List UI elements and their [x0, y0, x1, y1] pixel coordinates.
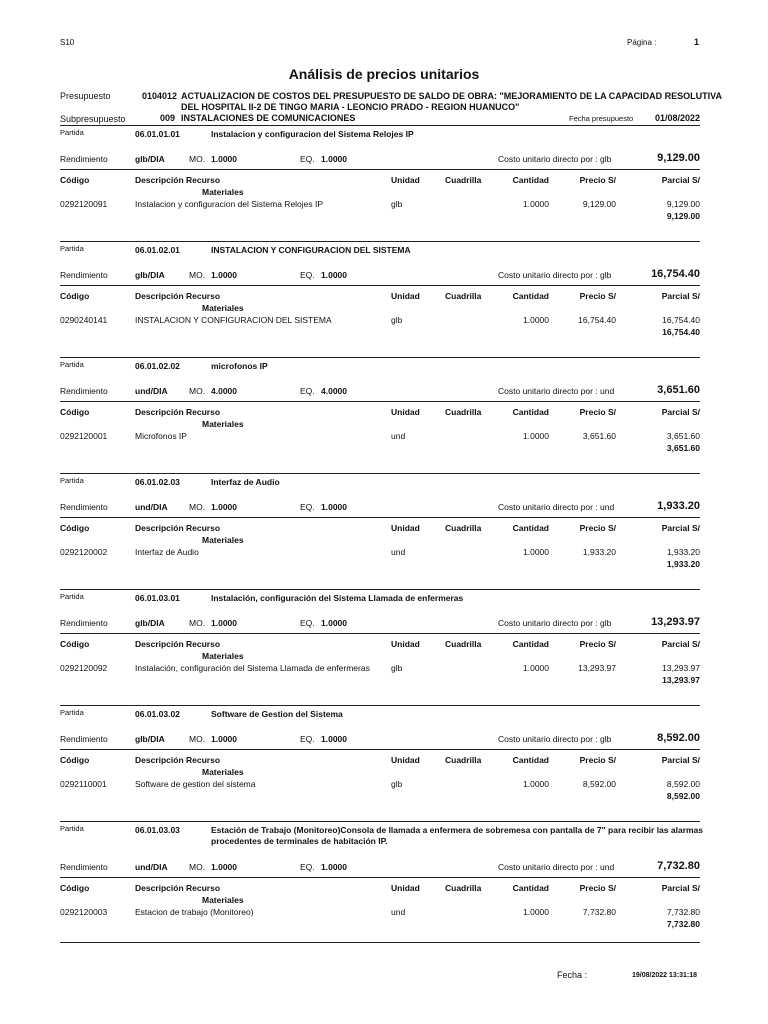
col-parcial: Parcial S/ [661, 175, 700, 185]
partida-label: Partida [60, 244, 84, 253]
page-title: Análisis de precios unitarios [288, 66, 480, 82]
col-unidad: Unidad [391, 755, 420, 765]
separator [60, 285, 700, 286]
col-cuadrilla: Cuadrilla [445, 175, 482, 185]
partida-title: Estación de Trabajo (Monitoreo)Consola de llamada a enfermera de sobremesa con pantalla de 7" para recibir las alarmas [211, 825, 704, 835]
materiales-heading: Materiales [202, 767, 244, 777]
separator [60, 125, 700, 126]
fecha-presupuesto-label: Fecha presupuesto [569, 114, 634, 123]
col-parcial: Parcial S/ [661, 291, 700, 301]
item-parcial: 3,651.60 [666, 431, 700, 441]
eq-label: EQ. [300, 862, 315, 872]
partida-label: Partida [60, 592, 84, 601]
partida-label: Partida [60, 476, 84, 485]
item-price: 7,732.80 [582, 907, 616, 917]
rendimiento-label: Rendimiento [60, 618, 108, 628]
item-desc: Estacion de trabajo (Monitoreo) [135, 907, 254, 917]
col-codigo: Código [60, 523, 90, 533]
partida-code: 06.01.03.03 [135, 825, 180, 835]
col-cuadrilla: Cuadrilla [445, 291, 482, 301]
presupuesto-label: Presupuesto [60, 91, 111, 101]
subpresupuesto-label: Subpresupuesto [60, 114, 126, 124]
item-desc: Interfaz de Audio [135, 547, 199, 557]
costo-label: Costo unitario directo por : glb [498, 154, 612, 164]
col-unidad: Unidad [391, 175, 420, 185]
item-qty: 1.0000 [523, 315, 549, 325]
rendimiento-label: Rendimiento [60, 270, 108, 280]
item-price: 13,293.97 [578, 663, 616, 673]
item-price: 8,592.00 [582, 779, 616, 789]
col-codigo: Código [60, 291, 90, 301]
eq-label: EQ. [300, 154, 315, 164]
page-label: Página : [627, 38, 657, 47]
col-cantidad: Cantidad [512, 883, 549, 893]
partida-subtotal: 1,933.20 [666, 559, 700, 569]
col-cuadrilla: Cuadrilla [445, 523, 482, 533]
partida-title-line2: procedentes de terminales de habitación IP. [211, 836, 388, 846]
mo-label: MO. [189, 618, 206, 628]
eq-value: 1.0000 [321, 270, 347, 280]
costo-label: Costo unitario directo por : und [498, 862, 615, 872]
item-code: 0290240141 [60, 315, 108, 325]
partida-subtotal: 3,651.60 [666, 443, 700, 453]
separator [60, 633, 700, 634]
footer-fecha-label: Fecha : [557, 970, 588, 980]
partida-subtotal: 13,293.97 [662, 675, 700, 685]
eq-value: 1.0000 [321, 862, 347, 872]
fecha-presupuesto: 01/08/2022 [655, 113, 701, 123]
partida-label: Partida [60, 360, 84, 369]
partida-subtotal: 7,732.80 [666, 919, 700, 929]
costo-value: 16,754.40 [651, 268, 700, 280]
mo-value: 1.0000 [211, 618, 237, 628]
item-parcial: 8,592.00 [666, 779, 700, 789]
item-qty: 1.0000 [523, 547, 549, 557]
col-cantidad: Cantidad [512, 175, 549, 185]
item-price: 9,129.00 [582, 199, 616, 209]
mo-label: MO. [189, 154, 206, 164]
col-codigo: Código [60, 407, 90, 417]
mo-label: MO. [189, 386, 206, 396]
col-cantidad: Cantidad [512, 291, 549, 301]
partida-code: 06.01.02.01 [135, 245, 180, 255]
costo-value: 8,592.00 [657, 732, 700, 744]
costo-value: 1,933.20 [657, 500, 700, 512]
subpresupuesto-code: 009 [160, 113, 176, 123]
item-qty: 1.0000 [523, 199, 549, 209]
col-parcial: Parcial S/ [661, 755, 700, 765]
eq-value: 1.0000 [321, 734, 347, 744]
rendimiento-unit: glb/DIA [135, 734, 165, 744]
col-cuadrilla: Cuadrilla [445, 755, 482, 765]
partida-title: microfonos IP [211, 361, 268, 371]
col-precio: Precio S/ [579, 883, 616, 893]
item-unit: glb [391, 779, 403, 789]
report-code: S10 [60, 38, 75, 47]
item-unit: und [391, 431, 406, 441]
costo-value: 9,129.00 [657, 152, 700, 164]
separator [60, 169, 700, 170]
materiales-heading: Materiales [202, 895, 244, 905]
partida-code: 06.01.02.03 [135, 477, 180, 487]
col-precio: Precio S/ [579, 407, 616, 417]
col-unidad: Unidad [391, 407, 420, 417]
footer-fecha: 19/08/2022 13:31:18 [632, 972, 697, 979]
costo-label: Costo unitario directo por : glb [498, 734, 612, 744]
item-price: 16,754.40 [578, 315, 616, 325]
col-cantidad: Cantidad [512, 523, 549, 533]
col-descripcion: Descripción Recurso [135, 639, 221, 649]
separator [60, 401, 700, 402]
item-desc: INSTALACION Y CONFIGURACION DEL SISTEMA [135, 315, 332, 325]
item-code: 0292120003 [60, 907, 108, 917]
col-cuadrilla: Cuadrilla [445, 883, 482, 893]
costo-value: 7,732.80 [657, 860, 700, 872]
mo-value: 1.0000 [211, 502, 237, 512]
col-cuadrilla: Cuadrilla [445, 639, 482, 649]
partida-subtotal: 9,129.00 [666, 211, 700, 221]
item-code: 0292120002 [60, 547, 108, 557]
col-descripcion: Descripción Recurso [135, 523, 221, 533]
partida-title: Interfaz de Audio [211, 477, 280, 487]
item-price: 1,933.20 [582, 547, 616, 557]
col-unidad: Unidad [391, 639, 420, 649]
partida-title: INSTALACION Y CONFIGURACION DEL SISTEMA [211, 245, 411, 255]
materiales-heading: Materiales [202, 303, 244, 313]
mo-label: MO. [189, 734, 206, 744]
item-qty: 1.0000 [523, 663, 549, 673]
mo-value: 1.0000 [211, 734, 237, 744]
item-code: 0292120091 [60, 199, 108, 209]
rendimiento-label: Rendimiento [60, 502, 108, 512]
col-precio: Precio S/ [579, 175, 616, 185]
col-descripcion: Descripción Recurso [135, 291, 221, 301]
rendimiento-unit: glb/DIA [135, 618, 165, 628]
item-desc: Instalación, configuración del Sistema Llamada de enfermeras [135, 663, 370, 673]
item-unit: und [391, 907, 406, 917]
partida-code: 06.01.03.01 [135, 593, 180, 603]
col-parcial: Parcial S/ [661, 639, 700, 649]
col-codigo: Código [60, 755, 90, 765]
partida-code: 06.01.02.02 [135, 361, 180, 371]
item-qty: 1.0000 [523, 907, 549, 917]
mo-value: 1.0000 [211, 862, 237, 872]
final-separator [60, 942, 700, 943]
item-code: 0292110001 [60, 779, 107, 789]
eq-value: 1.0000 [321, 618, 347, 628]
item-qty: 1.0000 [523, 431, 549, 441]
rendimiento-unit: und/DIA [135, 502, 168, 512]
partida-code: 06.01.03.02 [135, 709, 180, 719]
col-cantidad: Cantidad [512, 407, 549, 417]
partida-title: Instalacion y configuracion del Sistema Relojes IP [211, 129, 414, 139]
rendimiento-label: Rendimiento [60, 862, 108, 872]
eq-label: EQ. [300, 502, 315, 512]
materiales-heading: Materiales [202, 419, 244, 429]
item-parcial: 13,293.97 [662, 663, 700, 673]
item-unit: glb [391, 315, 403, 325]
col-precio: Precio S/ [579, 639, 616, 649]
col-unidad: Unidad [391, 523, 420, 533]
col-descripcion: Descripción Recurso [135, 755, 221, 765]
col-codigo: Código [60, 175, 90, 185]
separator [60, 241, 700, 242]
partida-label: Partida [60, 708, 84, 717]
partida-code: 06.01.01.01 [135, 129, 180, 139]
item-code: 0292120092 [60, 663, 108, 673]
separator [60, 749, 700, 750]
separator [60, 705, 700, 706]
materiales-heading: Materiales [202, 535, 244, 545]
costo-label: Costo unitario directo por : und [498, 386, 615, 396]
item-unit: und [391, 547, 406, 557]
col-parcial: Parcial S/ [661, 407, 700, 417]
item-parcial: 16,754.40 [662, 315, 700, 325]
col-codigo: Código [60, 883, 90, 893]
item-parcial: 7,732.80 [666, 907, 700, 917]
rendimiento-label: Rendimiento [60, 386, 108, 396]
rendimiento-unit: glb/DIA [135, 270, 165, 280]
eq-value: 1.0000 [321, 502, 347, 512]
mo-label: MO. [189, 502, 206, 512]
presupuesto-code: 0104012 [142, 91, 178, 101]
costo-label: Costo unitario directo por : glb [498, 270, 612, 280]
subpresupuesto-desc: INSTALACIONES DE COMUNICACIONES [181, 113, 356, 123]
mo-label: MO. [189, 862, 206, 872]
col-unidad: Unidad [391, 291, 420, 301]
partida-label: Partida [60, 128, 84, 137]
col-cuadrilla: Cuadrilla [445, 407, 482, 417]
col-unidad: Unidad [391, 883, 420, 893]
mo-value: 1.0000 [211, 154, 237, 164]
mo-value: 1.0000 [211, 270, 237, 280]
item-parcial: 1,933.20 [666, 547, 700, 557]
col-descripcion: Descripción Recurso [135, 175, 221, 185]
costo-label: Costo unitario directo por : und [498, 502, 615, 512]
col-descripcion: Descripción Recurso [135, 407, 221, 417]
col-cantidad: Cantidad [512, 639, 549, 649]
eq-value: 1.0000 [321, 154, 347, 164]
partida-subtotal: 8,592.00 [666, 791, 700, 801]
item-desc: Software de gestion del sistema [135, 779, 256, 789]
col-precio: Precio S/ [579, 755, 616, 765]
col-precio: Precio S/ [579, 291, 616, 301]
item-unit: glb [391, 663, 403, 673]
eq-value: 4.0000 [321, 386, 347, 396]
page-number: 1 [694, 37, 700, 47]
eq-label: EQ. [300, 386, 315, 396]
presupuesto-desc-line2: DEL HOSPITAL II-2 DE TINGO MARIA - LEONCIO PRADO - REGION HUANUCO" [181, 102, 520, 112]
separator [60, 517, 700, 518]
item-code: 0292120001 [60, 431, 108, 441]
rendimiento-label: Rendimiento [60, 734, 108, 744]
rendimiento-unit: und/DIA [135, 386, 168, 396]
item-unit: glb [391, 199, 403, 209]
item-parcial: 9,129.00 [666, 199, 700, 209]
rendimiento-label: Rendimiento [60, 154, 108, 164]
col-codigo: Código [60, 639, 90, 649]
col-cantidad: Cantidad [512, 755, 549, 765]
costo-label: Costo unitario directo por : glb [498, 618, 612, 628]
partida-title: Software de Gestion del Sistema [211, 709, 343, 719]
costo-value: 13,293.97 [651, 616, 700, 628]
costo-value: 3,651.60 [657, 384, 700, 396]
item-price: 3,651.60 [582, 431, 616, 441]
materiales-heading: Materiales [202, 187, 244, 197]
materiales-heading: Materiales [202, 651, 244, 661]
item-qty: 1.0000 [523, 779, 549, 789]
partida-subtotal: 16,754.40 [662, 327, 700, 337]
rendimiento-unit: glb/DIA [135, 154, 165, 164]
partida-title: Instalación, configuración del Sistema Llamada de enfermeras [211, 593, 464, 603]
item-desc: Instalacion y configuracion del Sistema Relojes IP [135, 199, 324, 209]
partida-label: Partida [60, 824, 84, 833]
item-desc: Microfonos IP [135, 431, 187, 441]
separator [60, 473, 700, 474]
mo-value: 4.0000 [211, 386, 237, 396]
separator [60, 357, 700, 358]
col-parcial: Parcial S/ [661, 523, 700, 533]
col-precio: Precio S/ [579, 523, 616, 533]
rendimiento-unit: und/DIA [135, 862, 168, 872]
presupuesto-desc-line1: ACTUALIZACION DE COSTOS DEL PRESUPUESTO DE SALDO DE OBRA: "MEJORAMIENTO DE LA CAPACIDAD RESOLUTIVA [181, 91, 722, 101]
separator [60, 821, 700, 822]
mo-label: MO. [189, 270, 206, 280]
eq-label: EQ. [300, 734, 315, 744]
separator [60, 877, 700, 878]
col-descripcion: Descripción Recurso [135, 883, 221, 893]
col-parcial: Parcial S/ [661, 883, 700, 893]
eq-label: EQ. [300, 270, 315, 280]
separator [60, 589, 700, 590]
eq-label: EQ. [300, 618, 315, 628]
